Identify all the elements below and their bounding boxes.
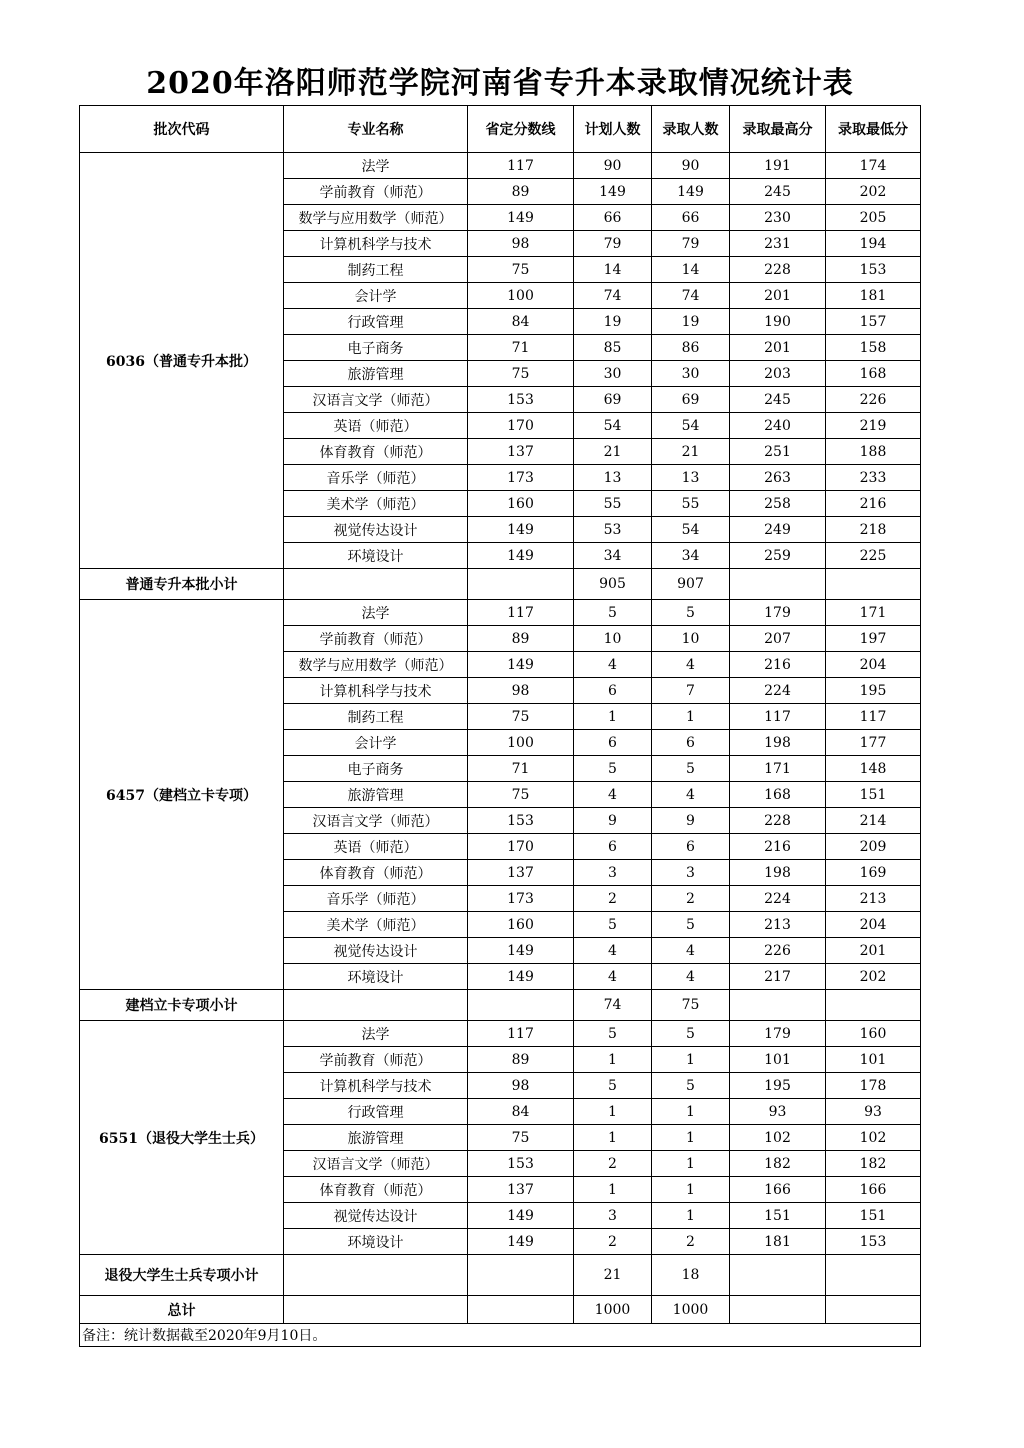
admitted-cell: 74 [652,283,730,309]
subtotal-cutoff-empty [468,569,574,600]
batch-code-cell: 6036（普通专升本批） [80,153,284,569]
min-score-cell: 226 [826,387,921,413]
major-cell: 电子商务 [284,335,468,361]
min-score-cell: 157 [826,309,921,335]
cutoff-cell: 153 [468,808,574,834]
admitted-cell: 2 [652,1229,730,1255]
plan-cell: 3 [574,1203,652,1229]
max-score-cell: 224 [730,678,826,704]
admitted-cell: 1 [652,1203,730,1229]
major-cell: 电子商务 [284,756,468,782]
major-cell: 汉语言文学（师范） [284,808,468,834]
cutoff-cell: 71 [468,335,574,361]
max-score-cell: 102 [730,1125,826,1151]
admitted-cell: 5 [652,600,730,626]
max-score-cell: 168 [730,782,826,808]
table-row [80,153,921,179]
major-cell: 计算机科学与技术 [284,231,468,257]
major-cell: 音乐学（师范） [284,465,468,491]
min-score-cell: 148 [826,756,921,782]
admitted-cell: 5 [652,1021,730,1047]
total-row [80,1296,921,1324]
admitted-cell: 5 [652,1073,730,1099]
admitted-cell: 9 [652,808,730,834]
max-score-cell: 198 [730,730,826,756]
major-cell: 行政管理 [284,1099,468,1125]
plan-cell: 69 [574,387,652,413]
min-score-cell: 174 [826,153,921,179]
max-score-cell: 171 [730,756,826,782]
min-score-cell: 151 [826,782,921,808]
min-score-cell: 169 [826,860,921,886]
cutoff-cell: 98 [468,231,574,257]
major-cell: 制药工程 [284,257,468,283]
header-batch-code: 批次代码 [80,106,284,153]
cutoff-cell: 160 [468,491,574,517]
major-cell: 旅游管理 [284,1125,468,1151]
major-cell: 环境设计 [284,964,468,990]
major-cell: 旅游管理 [284,782,468,808]
min-score-cell: 101 [826,1047,921,1073]
major-cell: 会计学 [284,730,468,756]
plan-cell: 10 [574,626,652,652]
max-score-cell: 182 [730,1151,826,1177]
min-score-cell: 202 [826,179,921,205]
major-cell: 数学与应用数学（师范） [284,205,468,231]
header-admitted: 录取人数 [652,106,730,153]
subtotal-max-empty [730,1255,826,1296]
admitted-cell: 4 [652,938,730,964]
total-label: 总计 [80,1296,284,1324]
max-score-cell: 117 [730,704,826,730]
major-cell: 计算机科学与技术 [284,1073,468,1099]
min-score-cell: 214 [826,808,921,834]
admitted-cell: 30 [652,361,730,387]
admitted-cell: 5 [652,912,730,938]
max-score-cell: 224 [730,886,826,912]
major-cell: 体育教育（师范） [284,439,468,465]
plan-cell: 14 [574,257,652,283]
total-major-empty [284,1296,468,1324]
major-cell: 学前教育（师范） [284,1047,468,1073]
cutoff-cell: 149 [468,938,574,964]
plan-cell: 85 [574,335,652,361]
cutoff-cell: 117 [468,153,574,179]
plan-cell: 4 [574,782,652,808]
plan-cell: 13 [574,465,652,491]
admitted-cell: 1 [652,1099,730,1125]
min-score-cell: 178 [826,1073,921,1099]
min-score-cell: 93 [826,1099,921,1125]
cutoff-cell: 149 [468,652,574,678]
admitted-cell: 86 [652,335,730,361]
cutoff-cell: 98 [468,1073,574,1099]
min-score-cell: 168 [826,361,921,387]
cutoff-cell: 100 [468,730,574,756]
major-cell: 法学 [284,600,468,626]
admitted-cell: 19 [652,309,730,335]
admitted-cell: 55 [652,491,730,517]
cutoff-cell: 100 [468,283,574,309]
max-score-cell: 101 [730,1047,826,1073]
plan-cell: 79 [574,231,652,257]
min-score-cell: 201 [826,938,921,964]
admitted-cell: 1 [652,1151,730,1177]
admitted-cell: 4 [652,652,730,678]
plan-cell: 30 [574,361,652,387]
cutoff-cell: 149 [468,543,574,569]
plan-cell: 5 [574,600,652,626]
cutoff-cell: 89 [468,626,574,652]
major-cell: 法学 [284,153,468,179]
subtotal-major-empty [284,1255,468,1296]
plan-cell: 6 [574,730,652,756]
plan-cell: 2 [574,886,652,912]
max-score-cell: 258 [730,491,826,517]
max-score-cell: 230 [730,205,826,231]
subtotal-label: 建档立卡专项小计 [80,990,284,1021]
plan-cell: 5 [574,756,652,782]
min-score-cell: 205 [826,205,921,231]
total-cutoff-empty [468,1296,574,1324]
max-score-cell: 179 [730,600,826,626]
admitted-cell: 54 [652,413,730,439]
admitted-cell: 54 [652,517,730,543]
plan-cell: 54 [574,413,652,439]
major-cell: 音乐学（师范） [284,886,468,912]
max-score-cell: 179 [730,1021,826,1047]
major-cell: 计算机科学与技术 [284,678,468,704]
max-score-cell: 213 [730,912,826,938]
subtotal-label: 退役大学生士兵专项小计 [80,1255,284,1296]
subtotal-major-empty [284,569,468,600]
plan-cell: 55 [574,491,652,517]
plan-cell: 4 [574,938,652,964]
max-score-cell: 231 [730,231,826,257]
cutoff-cell: 75 [468,782,574,808]
admitted-cell: 1 [652,1177,730,1203]
plan-cell: 34 [574,543,652,569]
min-score-cell: 117 [826,704,921,730]
subtotal-label: 普通专升本批小计 [80,569,284,600]
major-cell: 英语（师范） [284,834,468,860]
max-score-cell: 181 [730,1229,826,1255]
admitted-cell: 90 [652,153,730,179]
min-score-cell: 158 [826,335,921,361]
cutoff-cell: 149 [468,964,574,990]
cutoff-cell: 170 [468,834,574,860]
min-score-cell: 181 [826,283,921,309]
admitted-cell: 69 [652,387,730,413]
max-score-cell: 249 [730,517,826,543]
cutoff-cell: 89 [468,1047,574,1073]
total-admitted: 1000 [652,1296,730,1324]
min-score-cell: 188 [826,439,921,465]
min-score-cell: 213 [826,886,921,912]
plan-cell: 3 [574,860,652,886]
max-score-cell: 201 [730,335,826,361]
cutoff-cell: 98 [468,678,574,704]
cutoff-cell: 75 [468,704,574,730]
major-cell: 制药工程 [284,704,468,730]
plan-cell: 1 [574,1125,652,1151]
subtotal-row [80,569,921,600]
max-score-cell: 259 [730,543,826,569]
major-cell: 视觉传达设计 [284,517,468,543]
plan-cell: 5 [574,1021,652,1047]
subtotal-row [80,990,921,1021]
admitted-cell: 1 [652,1047,730,1073]
major-cell: 英语（师范） [284,413,468,439]
max-score-cell: 151 [730,1203,826,1229]
note-row [80,1324,921,1347]
cutoff-cell: 149 [468,517,574,543]
batch-code-cell: 6551（退役大学生士兵） [80,1021,284,1255]
min-score-cell: 171 [826,600,921,626]
min-score-cell: 218 [826,517,921,543]
cutoff-cell: 84 [468,1099,574,1125]
subtotal-plan: 74 [574,990,652,1021]
table-body [80,153,921,1347]
cutoff-cell: 137 [468,1177,574,1203]
cutoff-cell: 149 [468,1229,574,1255]
min-score-cell: 151 [826,1203,921,1229]
subtotal-max-empty [730,569,826,600]
table-row [80,1021,921,1047]
major-cell: 旅游管理 [284,361,468,387]
subtotal-plan: 21 [574,1255,652,1296]
total-max-empty [730,1296,826,1324]
max-score-cell: 228 [730,257,826,283]
cutoff-cell: 153 [468,387,574,413]
max-score-cell: 216 [730,652,826,678]
plan-cell: 21 [574,439,652,465]
subtotal-row [80,1255,921,1296]
admitted-cell: 6 [652,834,730,860]
major-cell: 视觉传达设计 [284,938,468,964]
major-cell: 会计学 [284,283,468,309]
plan-cell: 19 [574,309,652,335]
table-row [80,600,921,626]
min-score-cell: 194 [826,231,921,257]
min-score-cell: 153 [826,1229,921,1255]
cutoff-cell: 173 [468,465,574,491]
max-score-cell: 240 [730,413,826,439]
plan-cell: 74 [574,283,652,309]
plan-cell: 4 [574,652,652,678]
major-cell: 法学 [284,1021,468,1047]
plan-cell: 66 [574,205,652,231]
min-score-cell: 177 [826,730,921,756]
admitted-cell: 149 [652,179,730,205]
plan-cell: 53 [574,517,652,543]
major-cell: 汉语言文学（师范） [284,387,468,413]
cutoff-cell: 137 [468,439,574,465]
plan-cell: 9 [574,808,652,834]
admitted-cell: 13 [652,465,730,491]
plan-cell: 1 [574,1047,652,1073]
max-score-cell: 207 [730,626,826,652]
max-score-cell: 263 [730,465,826,491]
subtotal-major-empty [284,990,468,1021]
admitted-cell: 5 [652,756,730,782]
subtotal-cutoff-empty [468,1255,574,1296]
major-cell: 数学与应用数学（师范） [284,652,468,678]
cutoff-cell: 160 [468,912,574,938]
plan-cell: 1 [574,704,652,730]
major-cell: 视觉传达设计 [284,1203,468,1229]
min-score-cell: 225 [826,543,921,569]
admitted-cell: 10 [652,626,730,652]
major-cell: 体育教育（师范） [284,860,468,886]
max-score-cell: 195 [730,1073,826,1099]
major-cell: 行政管理 [284,309,468,335]
admitted-cell: 1 [652,704,730,730]
total-min-empty [826,1296,921,1324]
plan-cell: 2 [574,1151,652,1177]
plan-cell: 5 [574,912,652,938]
admitted-cell: 79 [652,231,730,257]
subtotal-cutoff-empty [468,990,574,1021]
plan-cell: 5 [574,1073,652,1099]
min-score-cell: 216 [826,491,921,517]
max-score-cell: 203 [730,361,826,387]
cutoff-cell: 117 [468,600,574,626]
admitted-cell: 34 [652,543,730,569]
cutoff-cell: 149 [468,1203,574,1229]
admitted-cell: 7 [652,678,730,704]
min-score-cell: 197 [826,626,921,652]
max-score-cell: 166 [730,1177,826,1203]
max-score-cell: 191 [730,153,826,179]
min-score-cell: 202 [826,964,921,990]
max-score-cell: 245 [730,179,826,205]
subtotal-plan: 905 [574,569,652,600]
major-cell: 美术学（师范） [284,491,468,517]
major-cell: 环境设计 [284,1229,468,1255]
cutoff-cell: 75 [468,1125,574,1151]
plan-cell: 6 [574,678,652,704]
plan-cell: 6 [574,834,652,860]
plan-cell: 2 [574,1229,652,1255]
max-score-cell: 217 [730,964,826,990]
admitted-cell: 4 [652,782,730,808]
admitted-cell: 2 [652,886,730,912]
max-score-cell: 93 [730,1099,826,1125]
cutoff-cell: 71 [468,756,574,782]
min-score-cell: 204 [826,912,921,938]
min-score-cell: 233 [826,465,921,491]
cutoff-cell: 75 [468,257,574,283]
admitted-cell: 4 [652,964,730,990]
header-plan: 计划人数 [574,106,652,153]
admitted-cell: 21 [652,439,730,465]
min-score-cell: 209 [826,834,921,860]
header-major: 专业名称 [284,106,468,153]
admitted-cell: 66 [652,205,730,231]
subtotal-min-empty [826,1255,921,1296]
header-row [80,106,921,153]
batch-code-cell: 6457（建档立卡专项） [80,600,284,990]
admitted-cell: 14 [652,257,730,283]
min-score-cell: 182 [826,1151,921,1177]
cutoff-cell: 173 [468,886,574,912]
subtotal-max-empty [730,990,826,1021]
admitted-cell: 3 [652,860,730,886]
max-score-cell: 216 [730,834,826,860]
plan-cell: 90 [574,153,652,179]
min-score-cell: 204 [826,652,921,678]
min-score-cell: 195 [826,678,921,704]
subtotal-min-empty [826,990,921,1021]
major-cell: 体育教育（师范） [284,1177,468,1203]
cutoff-cell: 153 [468,1151,574,1177]
plan-cell: 1 [574,1099,652,1125]
max-score-cell: 245 [730,387,826,413]
subtotal-admitted: 18 [652,1255,730,1296]
max-score-cell: 198 [730,860,826,886]
plan-cell: 149 [574,179,652,205]
min-score-cell: 166 [826,1177,921,1203]
cutoff-cell: 137 [468,860,574,886]
subtotal-min-empty [826,569,921,600]
footnote: 备注：统计数据截至2020年9月10日。 [80,1324,921,1347]
major-cell: 学前教育（师范） [284,626,468,652]
subtotal-admitted: 75 [652,990,730,1021]
header-min-score: 录取最低分 [826,106,921,153]
subtotal-admitted: 907 [652,569,730,600]
major-cell: 汉语言文学（师范） [284,1151,468,1177]
admission-table [79,105,921,1347]
total-plan: 1000 [574,1296,652,1324]
header-max-score: 录取最高分 [730,106,826,153]
cutoff-cell: 75 [468,361,574,387]
major-cell: 美术学（师范） [284,912,468,938]
max-score-cell: 190 [730,309,826,335]
cutoff-cell: 84 [468,309,574,335]
header-cutoff: 省定分数线 [468,106,574,153]
min-score-cell: 153 [826,257,921,283]
major-cell: 环境设计 [284,543,468,569]
cutoff-cell: 89 [468,179,574,205]
plan-cell: 1 [574,1177,652,1203]
max-score-cell: 226 [730,938,826,964]
min-score-cell: 160 [826,1021,921,1047]
admitted-cell: 1 [652,1125,730,1151]
max-score-cell: 251 [730,439,826,465]
min-score-cell: 102 [826,1125,921,1151]
cutoff-cell: 117 [468,1021,574,1047]
cutoff-cell: 170 [468,413,574,439]
min-score-cell: 219 [826,413,921,439]
page-title: 2020年洛阳师范学院河南省专升本录取情况统计表 [146,66,854,101]
max-score-cell: 201 [730,283,826,309]
max-score-cell: 228 [730,808,826,834]
plan-cell: 4 [574,964,652,990]
cutoff-cell: 149 [468,205,574,231]
major-cell: 学前教育（师范） [284,179,468,205]
admitted-cell: 6 [652,730,730,756]
